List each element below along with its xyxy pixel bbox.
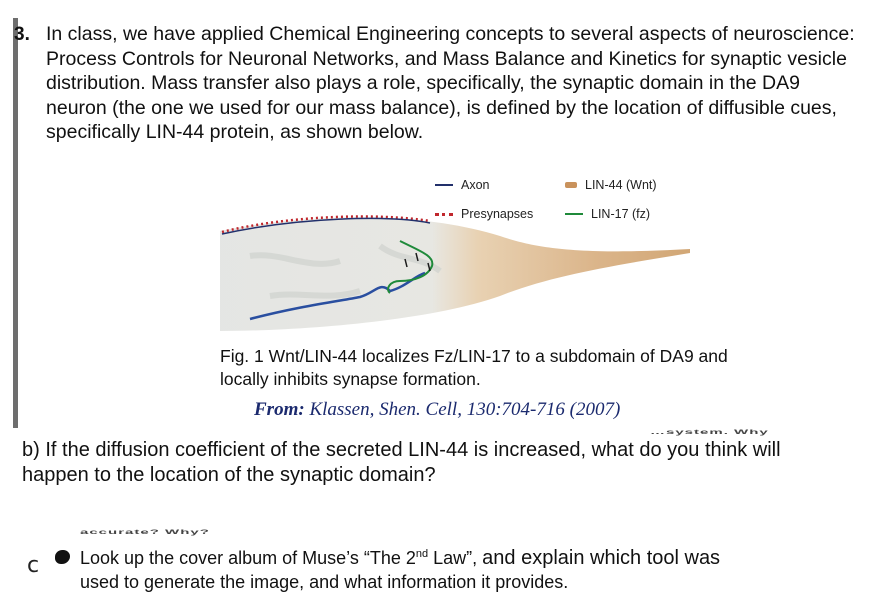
question-number: 3. (14, 24, 30, 45)
part-c-superscript: nd (415, 548, 429, 560)
bullet-icon (55, 550, 70, 564)
part-c-marker: c (27, 553, 40, 578)
citation-text: Klassen, Shen. Cell, 130:704-716 (2007) (309, 399, 621, 420)
part-c-text-mid: Law”, (428, 548, 483, 568)
figure (190, 176, 710, 341)
lin44-swatch (565, 182, 577, 188)
worm-illustration (190, 201, 710, 341)
legend-axon-label: Axon (461, 178, 490, 192)
citation-label: From: (254, 399, 305, 420)
question-prompt: In class, we have applied Chemical Engineering concepts to several aspects of neuroscience: Process Controls for Neuronal Networks, and Mass Balance and Kinetics for synaptic vesicle distribution. Mass transfer also plays a role, specifically, the synaptic domain in the DA9 neuron (the one we used for our mass balance), is defined by the location of diffusible cues, specifically LIN-44 protein, as shown below. (46, 23, 855, 143)
legend-presynapses-label: Presynapses (461, 207, 534, 221)
part-c-question (80, 546, 870, 594)
part-c-text-before: Look up the cover album of Muse’s “The 2 (80, 548, 416, 568)
worm-body (220, 217, 690, 331)
legend-lin44-label: LIN-44 (Wnt) (585, 178, 657, 192)
bleed-through-text-upper: …system. Why (650, 428, 769, 436)
part-c-text-after: and explain which tool was (482, 547, 721, 569)
legend-lin17-label: LIN-17 (fz) (591, 207, 651, 221)
legend-lin44 (565, 178, 657, 192)
page-edge (13, 18, 18, 428)
figure-caption: Fig. 1 Wnt/LIN-44 localizes Fz/LIN-17 to a subdomain of DA9 and locally inhibits synapse formation. (220, 346, 728, 389)
part-b-question: b) If the diffusion coefficient of the secreted LIN-44 is increased, what do you think will happen to the location of the synaptic domain? (22, 439, 781, 486)
part-c-line2: used to generate the image, and what information it provides. (80, 572, 569, 592)
axon-swatch (435, 184, 453, 186)
figure-citation (254, 399, 620, 421)
bleed-through-text-lower: accurate? Why? (80, 528, 210, 536)
legend-axon (435, 178, 490, 192)
